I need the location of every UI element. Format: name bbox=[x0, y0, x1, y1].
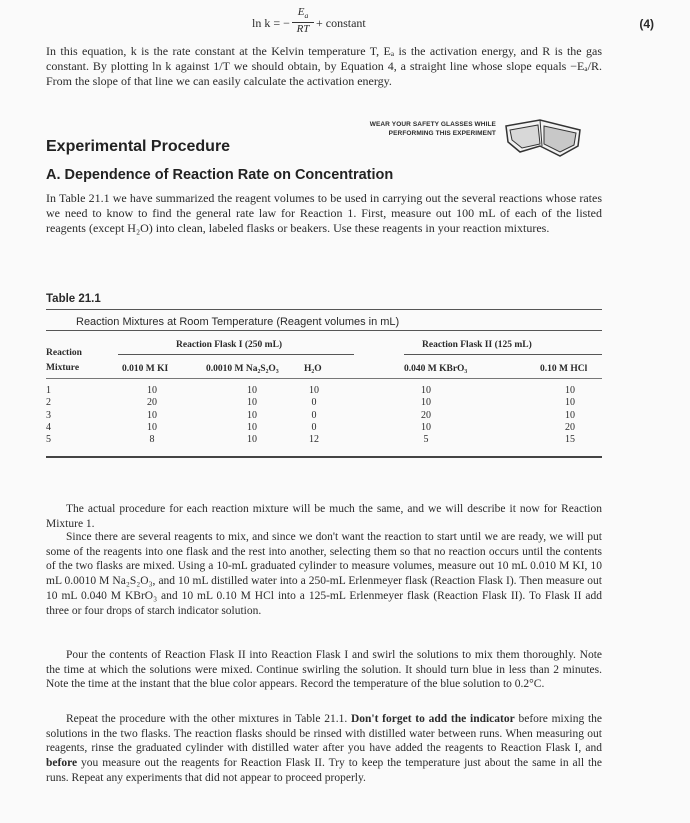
col-ki bbox=[140, 385, 164, 446]
table-caption-rule bbox=[46, 330, 602, 331]
procedure-paragraph-1: The actual procedure for each reaction mixture will be much the same, and we will describe it now for Reaction Mixture 1. bbox=[46, 503, 602, 530]
safety-goggles-icon bbox=[500, 116, 586, 160]
procedure-paragraph-2: Since there are several reagents to mix, and since we don't want the reaction to start until we are ready, we will put some of the reagents into one flask and the rest into another, selecting them so that no reaction occurs until the contents of the two flasks are mixed. Using a 10-mL graduated cylinder to measure volumes, measure out 10 mL 0.010 M KI, 10 mL 0.0010 M Na₂S₂O₃, and 10 mL distilled water into a 250-mL Erlenmeyer flask (Reaction Flask I). Then measure out 10 mL 0.040 M KBrO₃ and 10 mL 0.10 M HCl into a 125-mL Erlenmeyer flask (Reaction Flask II). To Flask II add three or four drops of starch indicator solution. bbox=[46, 531, 602, 617]
p4-bold-2: before bbox=[46, 757, 78, 770]
safety-line-1: WEAR YOUR SAFETY GLASSES WHILE bbox=[369, 121, 496, 128]
equation-denominator: RT bbox=[296, 23, 310, 36]
table-cell: 10 bbox=[421, 397, 431, 409]
col-header-na2s2o3: 0.0010 M Na₂S₂O₃ bbox=[206, 364, 279, 374]
table-cell: 10 bbox=[421, 421, 431, 433]
table-cell: 1 bbox=[46, 385, 51, 396]
row-header-line1: Reaction bbox=[46, 348, 82, 358]
col-header-kbro3: 0.040 M KBrO₃ bbox=[404, 364, 468, 374]
p4-text-1: Repeat the procedure with the other mixtures in Table 21.1. bbox=[66, 713, 351, 725]
table-cell: 20 bbox=[565, 421, 575, 433]
table-cell: 3 bbox=[46, 409, 51, 421]
paragraph-a: In Table 21.1 we have summarized the reagent volumes to be used in carrying out the several reactions whose rates we need to know to find the general rate law for Reaction 1. First, measure out 100 mL of each of the listed reagents (except H₂O) into clean, labeled flasks or beakers. Use these reagents in your reaction mixtures. bbox=[46, 191, 602, 235]
table-cell: 10 bbox=[147, 421, 157, 433]
table-cell: 5 bbox=[423, 434, 429, 446]
procedure-paragraph-3: Pour the contents of Reaction Flask II into Reaction Flask I and swirl the solutions to mix them thoroughly. Note the time at which the solutions were mixed. Continue swirling the solution. It should turn blue in less than 2 minutes. Note the time at the instant that the blue color appears. Record the temperature of the blue solution to 0.2°C. bbox=[46, 649, 602, 691]
table-cell: 10 bbox=[247, 385, 257, 396]
p4-text-2: before mixing the solutions in the two flasks. The reaction flasks should be rinsed with distilled water between runs. When measuring out reagents, rinse the graduated cylinder with distilled water after you have added the reagents to Reaction Flask I, and bbox=[46, 713, 602, 755]
equation-lhs: ln k = − bbox=[252, 16, 290, 30]
col-header-h2o: H₂O bbox=[304, 364, 322, 374]
table-cell: 2 bbox=[46, 397, 51, 409]
flask1-header: Reaction Flask I (250 mL) bbox=[176, 340, 283, 350]
flask2-header: Reaction Flask II (125 mL) bbox=[422, 340, 532, 350]
equation-numerator-subscript: a bbox=[304, 11, 309, 21]
equation-fraction bbox=[292, 6, 314, 35]
col-header-ki: 0.010 M KI bbox=[122, 364, 169, 374]
flask1-rule bbox=[118, 354, 354, 355]
p4-text-3: you measure out the reagents for Reaction Flask II. Try to keep the temperature just about the same in all the runs. Repeat any experiments that did not appear to proceed properly. bbox=[46, 757, 602, 784]
table-cell: 10 bbox=[247, 434, 257, 446]
section-title: Experimental Procedure bbox=[46, 138, 231, 155]
table-cell: 15 bbox=[565, 434, 575, 446]
equation-numerator: E bbox=[297, 6, 305, 18]
equation-number: (4) bbox=[639, 17, 654, 31]
safety-line-2: PERFORMING THIS EXPERIMENT bbox=[388, 130, 496, 137]
col-mixture bbox=[46, 385, 56, 446]
subsection-title: A. Dependence of Reaction Rate on Concentration bbox=[46, 167, 394, 183]
table-cell: 10 bbox=[565, 397, 575, 409]
table-cell: 10 bbox=[421, 385, 431, 396]
table-cell: 8 bbox=[149, 434, 155, 446]
col-kbro3 bbox=[414, 385, 438, 446]
col-header-hcl: 0.10 M HCl bbox=[540, 364, 588, 374]
table-cell: 20 bbox=[147, 397, 157, 409]
procedure-paragraph-4 bbox=[46, 712, 602, 786]
table-caption: Reaction Mixtures at Room Temperature (Reagent volumes in mL) bbox=[76, 316, 400, 328]
table-cell: 10 bbox=[147, 385, 157, 396]
col-h2o bbox=[302, 385, 326, 446]
table-top-rule bbox=[46, 309, 602, 310]
table-cell: 10 bbox=[247, 421, 257, 433]
table-cell: 10 bbox=[147, 409, 157, 421]
table-cell: 10 bbox=[247, 409, 257, 421]
arrhenius-equation bbox=[252, 4, 672, 40]
safety-notice bbox=[369, 116, 586, 156]
table-cell: 0 bbox=[311, 409, 317, 421]
p4-bold-1: Don't forget to add the indicator bbox=[350, 713, 515, 725]
table-cell: 4 bbox=[46, 421, 51, 433]
safety-text bbox=[356, 120, 496, 138]
table-bottom-rule bbox=[46, 456, 602, 458]
intro-paragraph: In this equation, k is the rate constant at the Kelvin temperature T, Eₐ is the activation energy, and R is the gas constant. By plotting ln k against 1/T we should obtain, by Equation 4, a straight line whose slope equals −Eₐ/R. From the slope of that line we can easily calculate the activation energy. bbox=[46, 44, 602, 88]
table-cell: 10 bbox=[565, 409, 575, 421]
table-cell: 10 bbox=[309, 385, 319, 396]
equation-rest: + constant bbox=[316, 16, 366, 30]
table-cell: 12 bbox=[309, 434, 319, 446]
col-na2s2o3 bbox=[240, 385, 264, 446]
row-header-line2: Mixture bbox=[46, 363, 80, 373]
col-hcl bbox=[558, 385, 582, 446]
flask2-rule bbox=[404, 354, 602, 355]
table-cell: 20 bbox=[421, 409, 431, 421]
table-cell: 10 bbox=[565, 385, 575, 396]
table-cell: 10 bbox=[247, 397, 257, 409]
table-header-rule bbox=[46, 378, 602, 379]
table-cell: 0 bbox=[311, 421, 317, 433]
table-label: Table 21.1 bbox=[46, 293, 101, 305]
table-cell: 5 bbox=[46, 434, 51, 446]
table-cell: 0 bbox=[311, 397, 317, 409]
